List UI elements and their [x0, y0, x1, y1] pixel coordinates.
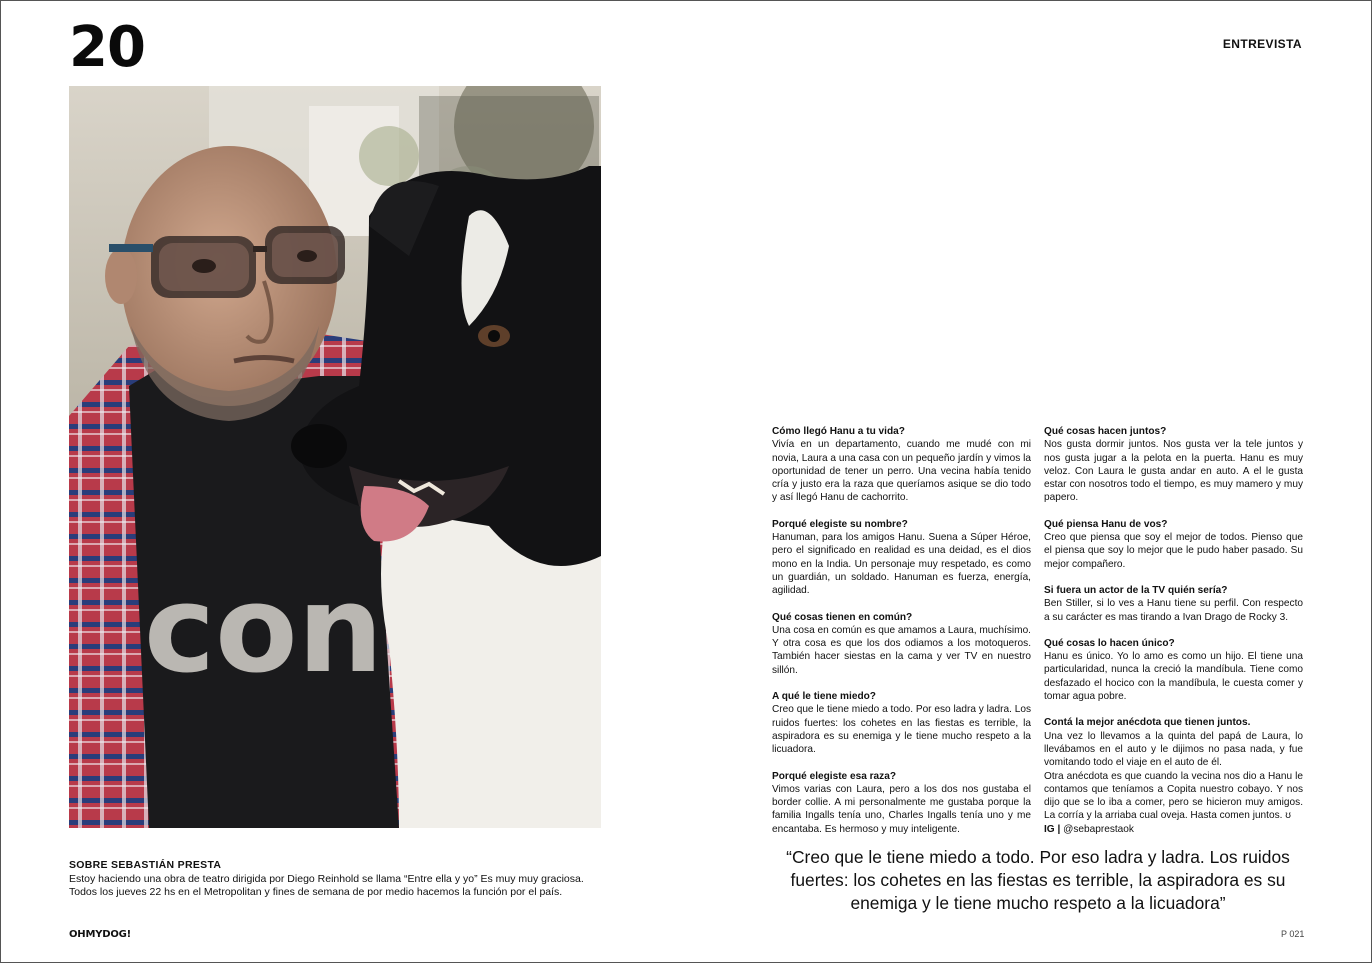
qa-block — [772, 611, 1031, 677]
instagram-label: IG | — [1044, 823, 1061, 835]
page-number: 20 — [69, 15, 145, 80]
interview-column-2 — [1044, 425, 1303, 836]
instagram-credit — [1044, 823, 1303, 836]
qa-block — [1044, 425, 1303, 505]
question: Qué cosas lo hacen único? — [1044, 637, 1175, 649]
portrait-photo — [69, 86, 601, 828]
answer: Una cosa en común es que amamos a Laura, muchísimo. Y otra cosa es que los dos odiamos a los motoqueros. También hacer siestas en la cama y ver TV en nuestro sillón. — [772, 624, 1031, 676]
interview-column-1 — [772, 425, 1031, 849]
question: A qué le tiene miedo? — [772, 691, 876, 703]
qa-block — [772, 690, 1031, 756]
answer: Vimos varias con Laura, pero a los dos nos gustaba el border collie. A mi personalmente me gustaba porque la familia Ingalls tenía uno, Charles Ingalls tenía uno y me encantaba. Es hermoso y muy inteligente. — [772, 783, 1031, 835]
page-folio: P 021 — [1281, 929, 1305, 939]
answer: Creo que le tiene miedo a todo. Por eso ladra y ladra. Los ruidos fuertes: los cohetes en las fiestas es terrible, la aspiradora es su enemiga y le tiene mucho respeto a la licuadora. — [772, 704, 1031, 756]
question: Porqué elegiste su nombre? — [772, 518, 908, 530]
bio-box — [69, 859, 609, 900]
answer: Creo que piensa que soy el mejor de todos. Pienso que el piensa que soy lo mejor que le pudo haber pasado. Su mejor compañero. — [1044, 532, 1303, 570]
question: Contá la mejor anécdota que tienen juntos. — [1044, 717, 1251, 729]
qa-block — [1044, 584, 1303, 624]
question: Porqué elegiste esa raza? — [772, 770, 896, 782]
shirt-print-text: con — [144, 561, 384, 700]
qa-block — [1044, 518, 1303, 571]
qa-block — [772, 770, 1031, 836]
answer: Hanu es único. Yo lo amo es como un hijo. El tiene una particularidad, nunca la creció la mandíbula. Tiene como desfazado el hocico con la mandíbula, le cuesta comer y tomar agua pobre. — [1044, 651, 1303, 703]
qa-block — [1044, 637, 1303, 703]
qa-block — [772, 425, 1031, 505]
answer: Una vez lo llevamos a la quinta del papá de Laura, lo llevábamos en el auto y le dijimos no pasa nada, y fue vomitando todo el viaje en el auto de él. Otra anécdota es que cuando la vecina nos dio a Hanu le contamos que teníamos a Copita nuestro cobayo. Y nos dijo que se lo iba a comer, pero se hicieron muy amigos. La corría y la arriaba cual oveja. Hasta comen juntos. ʊ — [1044, 730, 1303, 822]
question: Qué cosas hacen juntos? — [1044, 426, 1167, 437]
man-with-border-collie-illustration — [69, 86, 601, 828]
answer: Nos gusta dormir juntos. Nos gusta ver la tele juntos y nos gusta jugar a la pelota en la puerta. Hanu es muy veloz. Con Laura le gusta andar en auto. A el le gusta estar con nosotros todo el tiempo, es muy mamero y muy papero. — [1044, 439, 1303, 504]
pull-quote: “Creo que le tiene miedo a todo. Por eso ladra y ladra. Los ruidos fuertes: los cohetes en las fiestas es terrible, la aspiradora es su enemiga y le tiene mucho respeto a la licuadora” — [786, 847, 1290, 913]
brand-logo: OHMYDOG! — [69, 929, 132, 940]
question: Qué cosas tienen en común? — [772, 611, 913, 623]
qa-block — [1044, 716, 1303, 836]
question: Si fuera un actor de la TV quién sería? — [1044, 584, 1228, 596]
question: Cómo llegó Hanu a tu vida? — [772, 426, 905, 437]
bio-title: SOBRE SEBASTIÁN PRESTA — [69, 859, 222, 871]
instagram-handle: @sebaprestaok — [1063, 823, 1134, 835]
answer: Vivía en un departamento, cuando me mudé con mi novia, Laura a una casa con un pequeño jardín y vimos la oportunidad de tener un perro. Una vecina había tenido cría y justo era la raza que queríamos asique se dio todo y así llegó Hanu de cachorrito. — [772, 439, 1031, 504]
bio-text: Estoy haciendo una obra de teatro dirigida por Diego Reinhold se llama “Entre ella y yo” Es muy muy graciosa. Todos los jueves 22 hs en el Metropolitan y fines de semana de por medio hacemos la función por el país. — [69, 872, 584, 898]
qa-block — [772, 518, 1031, 598]
answer: Hanuman, para los amigos Hanu. Suena a Súper Héroe, pero el significado en realidad es una deidad, es el dios mono en la India. Un personaje muy respetado, es como un guardián, un soldado. Hanuman es fuerza, energía, agilidad. — [772, 532, 1031, 597]
section-tag: ENTREVISTA — [1222, 37, 1302, 51]
answer: Ben Stiller, si lo ves a Hanu tiene su perfil. Con respecto a su carácter es mas tirando a Ivan Drago de Rocky 3. — [1044, 598, 1303, 623]
question: Qué piensa Hanu de vos? — [1044, 518, 1168, 530]
